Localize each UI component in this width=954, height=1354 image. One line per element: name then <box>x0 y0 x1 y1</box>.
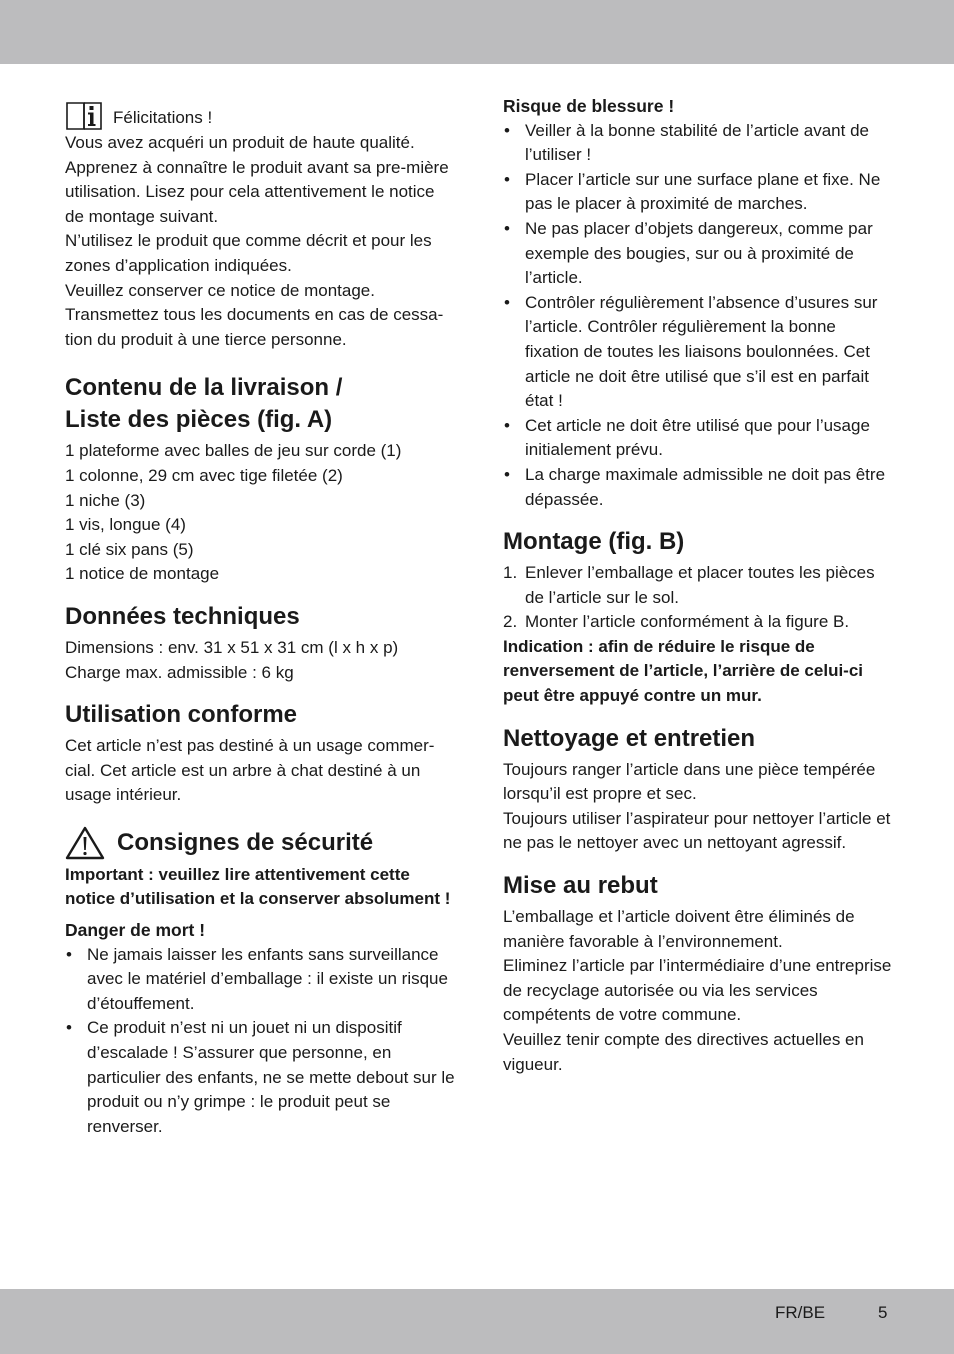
disposal-paragraph: Veuillez tenir compte des directives actuelles en vigueur. <box>503 1030 864 1074</box>
danger-list <box>65 943 457 1140</box>
delivery-title: Contenu de la livraison / Liste des pièces (fig. A) <box>65 374 343 434</box>
safety-important: Important : veuillez lire attentivement cette notice d’utilisation et la conserver absolument ! <box>65 864 451 909</box>
delivery-item: 1 niche (3) <box>65 490 146 510</box>
injury-title: Risque de blessure ! <box>503 96 675 116</box>
usage-title: Utilisation conforme <box>65 701 298 729</box>
list-item: • Contrôler régulièrement l’absence d’usures sur l’article. Contrôler régulièrement la bonne fixation de toutes les liaisons boulonnées. Cet article ne doit être utilisé que s’il est en parfait état ! <box>503 291 893 414</box>
warning-triangle-icon <box>65 826 105 860</box>
technical-line: Charge max. admissible : 6 kg <box>65 662 294 682</box>
list-item: • La charge maximale admissible ne doit pas être dépassée. <box>503 463 893 512</box>
delivery-item: 1 clé six pans (5) <box>65 539 194 559</box>
assembly-step: 2. Monter l’article conformément à la figure B. <box>503 612 850 632</box>
list-item: • Placer l’article sur une surface plane et fixe. Ne pas le placer à proximité de marches. <box>503 168 893 217</box>
assembly-note: Indication : afin de réduire le risque de renversement de l’article, l’arrière de celui-ci peut être appuyé contre un mur. <box>503 636 864 706</box>
delivery-item: 1 plateforme avec balles de jeu sur corde (1) <box>65 441 402 461</box>
safety-title: Consignes de sécurité <box>65 826 457 860</box>
cleaning-paragraph: Toujours utiliser l’aspirateur pour nettoyer l’article et ne pas le nettoyer avec un nettoyant agressif. <box>503 808 891 853</box>
danger-title: Danger de mort ! <box>65 920 206 941</box>
intro-header <box>65 94 457 131</box>
delivery-item: 1 notice de montage <box>65 564 220 584</box>
left-column <box>65 94 457 1139</box>
intro-paragraph: N’utilisez le produit que comme décrit et pour les zones d’application indiquées. <box>65 231 432 275</box>
info-book-icon <box>65 99 103 131</box>
disposal-title: Mise au rebut <box>503 872 658 900</box>
intro-paragraph: Vous avez acquéri un produit de haute qualité. Apprenez à connaître le produit avant sa pre-mière utilisation. Lisez pour cela attentivement le notice de montage suivant. <box>65 133 449 226</box>
cleaning-paragraph: Toujours ranger l’article dans une pièce tempérée lorsqu’il est propre et sec. <box>503 759 876 804</box>
list-item: • Veiller à la bonne stabilité de l’article avant de l’utiliser ! <box>503 119 893 168</box>
intro-heading: Félicitations ! <box>113 108 213 128</box>
right-column <box>503 94 893 1077</box>
assembly-steps <box>503 561 893 635</box>
intro-paragraph: Veuillez conserver ce notice de montage. Transmettez tous les documents en cas de cessa-tion du produit à une tierce personne. <box>65 280 444 349</box>
cleaning-title: Nettoyage et entretien <box>503 724 756 752</box>
usage-text: Cet article n’est pas destiné à un usage commer-cial. Cet article est un arbre à chat destiné à un usage intérieur. <box>65 736 435 805</box>
footer-language: FR/BE <box>775 1303 826 1322</box>
delivery-item: 1 colonne, 29 cm avec tige filetée (2) <box>65 465 343 485</box>
list-item: • Ne pas placer d’objets dangereux, comme par exemple des bougies, sur ou à proximité de l’article. <box>503 217 893 291</box>
assembly-step: 1. Enlever l’emballage et placer toutes les pièces de l’article sur le sol. <box>503 563 875 607</box>
injury-list <box>503 119 893 513</box>
list-item: • Cet article ne doit être utilisé que pour l’usage initialement prévu. <box>503 414 893 463</box>
technical-line: Dimensions : env. 31 x 51 x 31 cm (l x h x p) <box>65 637 399 657</box>
technical-title: Données techniques <box>65 602 300 630</box>
delivery-item: 1 vis, longue (4) <box>65 515 186 535</box>
list-item: • Ne jamais laisser les enfants sans surveillance avec le matériel d’emballage : il existe un risque d’étouffement. <box>65 943 457 1017</box>
header-bar <box>0 0 954 64</box>
page-number: 5 <box>878 1303 888 1322</box>
disposal-paragraph: Eliminez l’article par l’intermédiaire d’une entreprise de recyclage autorisée ou via les services compétents de votre commune. <box>503 956 892 1025</box>
assembly-title: Montage (fig. B) <box>503 528 685 556</box>
disposal-paragraph: L’emballage et l’article doivent être éliminés de manière favorable à l’environnement. <box>503 907 855 951</box>
list-item: • Ce produit n’est ni un jouet ni un dispositif d’escalade ! S’assurer que personne, en particulier des enfants, ne se mette debout sur le produit ou n’y grimpe : le produit peut se renverser. <box>65 1016 457 1139</box>
